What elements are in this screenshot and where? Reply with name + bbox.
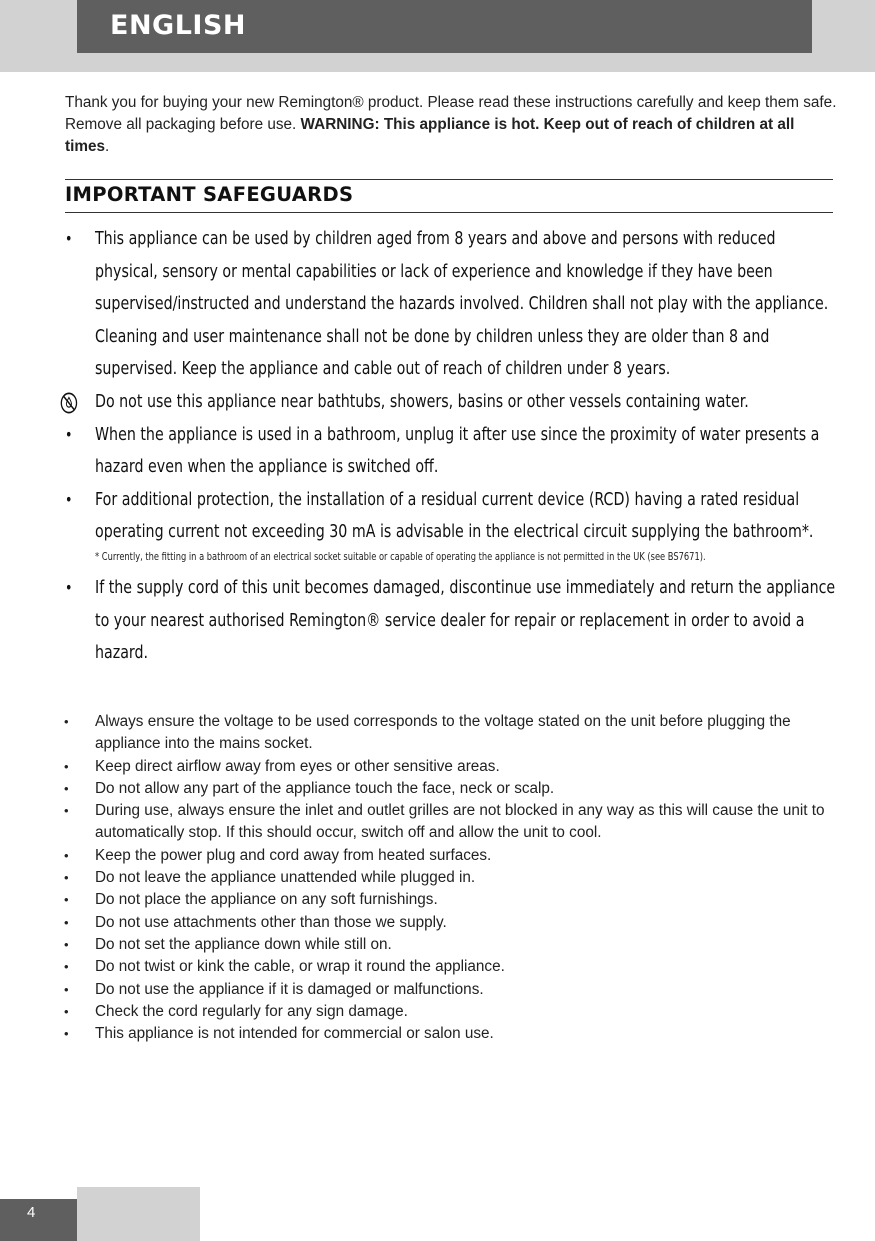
list-item-text: For additional protection, the installation of a residual current device (RCD) having a rated residual operating current not exceeding 30 mA is advisable in the electrical circuit supplying the bathroom*. [95, 488, 814, 543]
bullet: • [64, 424, 73, 444]
list-item [64, 419, 838, 484]
list-item-text: Do not twist or kink the cable, or wrap it round the appliance. [95, 958, 505, 976]
language-title: ENGLISH [110, 10, 246, 41]
list-item [64, 912, 840, 934]
list-item-text: Always ensure the voltage to be used corresponds to the voltage stated on the unit before plugging the appliance into the mains socket. [95, 713, 791, 753]
list-item-text: Do not use the appliance if it is damaged or malfunctions. [95, 980, 484, 998]
list-item-text: If the supply cord of this unit becomes damaged, discontinue use immediately and return the appliance to your nearest authorised Remington® service dealer for repair or replacement in order to avoid a hazard. [95, 576, 836, 664]
list-item [64, 572, 838, 670]
bullet: • [64, 870, 69, 886]
page-number: 4 [27, 1204, 36, 1221]
intro-warning: WARNING: This appliance is hot. Keep out of reach of children at all times [65, 116, 795, 155]
list-item-text: This appliance can be used by children aged from 8 years and above and persons with reduced physical, sensory or mental capabilities or lack of experience and knowledge if they have been supervised/instructed and understand the hazards involved. Children shall not play with the appliance. Cleaning and user maintenance shall not be done by children unless they are older than 8 and supervised. Keep the appliance and cable out of reach of children under 8 years. [95, 228, 829, 380]
list-item [64, 934, 840, 956]
language-tab [77, 0, 812, 53]
list-item-text: Do not leave the appliance unattended while plugged in. [95, 869, 476, 887]
list-item [64, 867, 840, 889]
list-item-text: Keep the power plug and cord away from heated surfaces. [95, 846, 492, 864]
bullet: • [64, 1003, 69, 1019]
list-item-text: Check the cord regularly for any sign damage. [95, 1002, 408, 1020]
intro-end: . [104, 138, 110, 155]
list-item [64, 711, 840, 756]
safeguards-small-list [64, 711, 840, 1045]
bullet: • [64, 847, 69, 863]
list-item [64, 800, 840, 845]
intro-paragraph [65, 92, 837, 158]
bullet: • [64, 489, 73, 509]
list-item [64, 889, 840, 911]
list-item [64, 756, 840, 778]
bullet: • [64, 229, 73, 248]
bullet: • [64, 780, 69, 796]
list-item-text: During use, always ensure the inlet and outlet grilles are not blocked in any way as this will cause the unit to automatically stop. If this should occur, switch off and allow the unit to cool. [95, 802, 825, 842]
bullet: • [64, 959, 69, 975]
list-item [64, 845, 840, 867]
safeguards-main-list [64, 223, 836, 670]
section-rule-bottom [65, 212, 833, 213]
list-item [95, 386, 838, 419]
bullet: • [64, 936, 69, 952]
list-item-text: Do not set the appliance down while still on. [95, 935, 392, 953]
bullet: • [64, 577, 73, 597]
footnote: * Currently, the fitting in a bathroom of an electrical socket suitable or capable of operating the appliance is not permitted in the UK (see BS7671). [95, 550, 706, 563]
list-item-text: Do not allow any part of the appliance touch the face, neck or scalp. [95, 779, 555, 797]
section-rule-top [65, 179, 833, 180]
bullet: • [64, 1026, 69, 1042]
list-item-text: Do not use this appliance near bathtubs, showers, basins or other vessels containing water. [95, 390, 749, 412]
list-item [64, 956, 840, 978]
list-item [64, 1023, 840, 1045]
list-item [64, 778, 840, 800]
bullet: • [64, 914, 69, 930]
list-item [64, 1001, 840, 1023]
list-item-text: This appliance is not intended for commercial or salon use. [95, 1025, 494, 1043]
list-item-text: Do not place the appliance on any soft furnishings. [95, 891, 438, 909]
no-water-icon [60, 392, 77, 414]
intro-text: Thank you for buying your new Remington® product. Please read these instructions carefully and keep them safe. Remove all packaging before use. [65, 94, 837, 133]
list-item [64, 223, 838, 386]
footer-band [77, 1187, 200, 1241]
section-title: IMPORTANT SAFEGUARDS [65, 183, 354, 206]
page-number-box [0, 1199, 77, 1241]
bullet: • [64, 981, 69, 997]
list-item-text: Do not use attachments other than those we supply. [95, 913, 447, 931]
bullet: • [64, 758, 69, 774]
bullet: • [64, 714, 69, 729]
list-item [64, 979, 840, 1001]
list-item-text: Keep direct airflow away from eyes or other sensitive areas. [95, 757, 500, 775]
list-item-text: When the appliance is used in a bathroom, unplug it after use since the proximity of water presents a hazard even when the appliance is switched off. [95, 423, 820, 478]
bullet: • [64, 803, 69, 819]
bullet: • [64, 892, 69, 908]
list-item [64, 484, 838, 549]
